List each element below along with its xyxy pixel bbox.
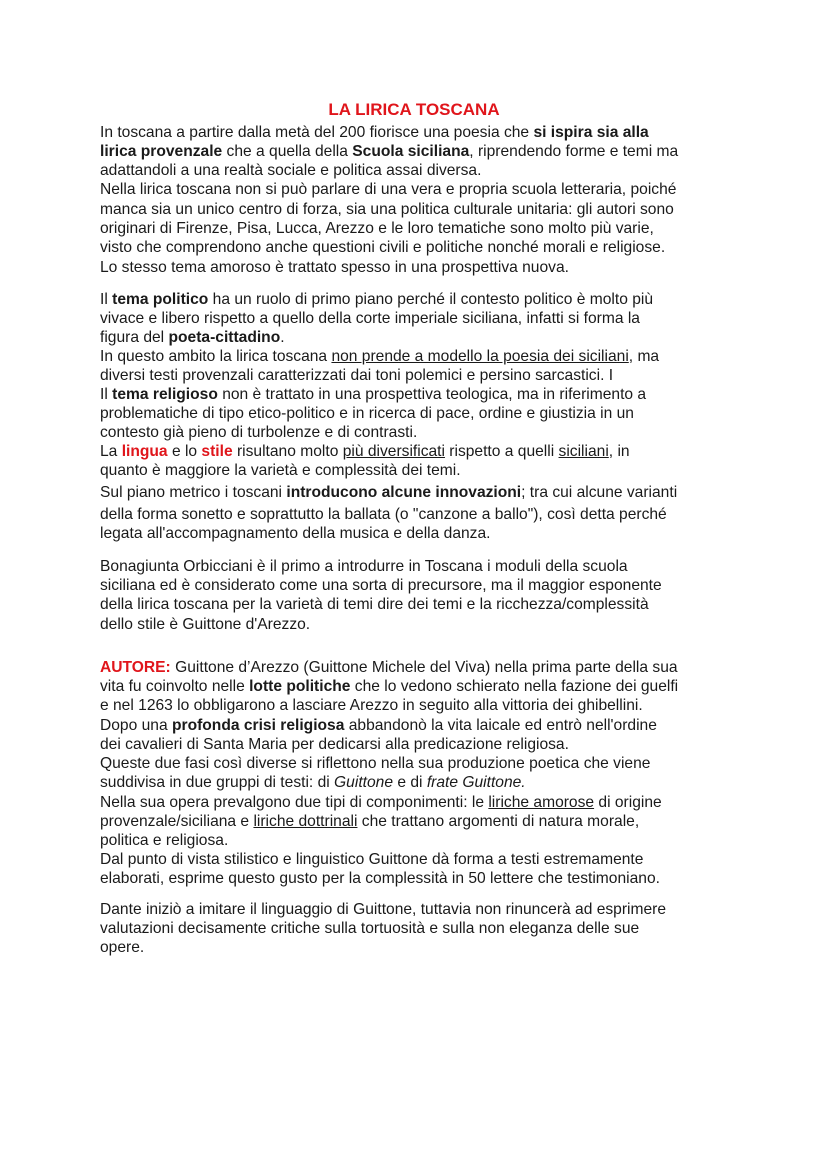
text-line xyxy=(100,716,657,736)
text-segment: che trattano argomenti di natura morale, xyxy=(357,813,640,830)
text-line xyxy=(100,328,285,348)
text-line xyxy=(100,869,660,889)
text-segment: della forma sonetto e soprattutto la ballata (o "canzone a ballo"), così detta perché xyxy=(100,506,667,523)
text-line xyxy=(100,658,678,678)
text-line xyxy=(100,576,662,596)
text-segment: . xyxy=(280,329,285,346)
text-segment: che lo vedono schierato nella fazione dei guelfi xyxy=(350,678,679,695)
text-line xyxy=(100,831,228,851)
text-line xyxy=(100,161,481,181)
text-segment: figura del xyxy=(100,329,169,346)
text-line xyxy=(100,258,569,278)
text-segment: rispetto a quelli xyxy=(444,443,559,460)
text-segment: di origine xyxy=(594,794,662,811)
text-line xyxy=(100,900,666,920)
bold-text: tema religioso xyxy=(112,386,218,403)
text-line xyxy=(100,219,654,239)
text-segment: originari di Firenze, Pisa, Lucca, Arezzo e le loro tematiche sono molto più varie, xyxy=(100,220,654,237)
bold-text: introducono alcune innovazioni xyxy=(286,484,522,501)
text-segment: siciliana ed è considerato come una sorta di precursore, ma il maggior esponente xyxy=(100,577,662,594)
italic-text: Guittone xyxy=(334,774,393,791)
text-segment: dei cavalieri di Santa Maria per dedicarsi alla predicazione religiosa. xyxy=(100,736,569,753)
text-segment: opere. xyxy=(100,939,145,956)
text-line xyxy=(100,366,613,386)
text-segment: non è trattato in una prospettiva teologica, ma in riferimento a xyxy=(217,386,647,403)
text-segment: dello stile è Guittone d'Arezzo. xyxy=(100,616,311,633)
text-segment: manca sia un unico centro di forza, sia una politica culturale unitaria: gli autori sono xyxy=(100,201,674,218)
underlined-text: più diversificati xyxy=(342,443,445,460)
text-segment: e nel 1263 lo obbligarono a lasciare Arezzo in seguito alla vittoria dei ghibellini. xyxy=(100,697,643,714)
text-line xyxy=(100,938,144,958)
underlined-text: non prende a modello la poesia dei siciliani xyxy=(331,348,629,365)
highlighted-red-text: AUTORE: xyxy=(100,659,171,676)
text-line xyxy=(100,919,639,939)
text-segment: Queste due fasi così diverse si riflettono nella sua produzione poetica che viene xyxy=(100,755,651,772)
text-segment: legata all'accompagnamento della musica e della danza. xyxy=(100,525,491,542)
text-line xyxy=(100,347,659,367)
bold-text: lirica provenzale xyxy=(100,143,223,160)
text-segment: Lo stesso tema amoroso è trattato spesso in una prospettiva nuova. xyxy=(100,259,569,276)
text-line xyxy=(100,180,676,200)
text-segment: Dopo una xyxy=(100,717,172,734)
text-line xyxy=(100,123,649,143)
text-line xyxy=(100,142,678,162)
page-title: LA LIRICA TOSCANA xyxy=(328,100,500,119)
text-segment: risultano molto xyxy=(232,443,343,460)
text-line xyxy=(100,696,643,716)
text-segment: elaborati, esprime questo gusto per la complessità in 50 lettere che testimoniano. xyxy=(100,870,660,887)
bold-text: si ispira sia alla xyxy=(533,124,649,141)
text-segment: Bonagiunta Orbicciani è il primo a introdurre in Toscana i moduli della scuola xyxy=(100,558,628,575)
text-segment: adattandoli a una realtà sociale e politica assai diversa. xyxy=(100,162,482,179)
highlighted-red-text: stile xyxy=(201,443,233,460)
text-segment: , ma xyxy=(628,348,660,365)
text-segment: Il xyxy=(100,386,113,403)
text-segment: ; tra cui alcune varianti xyxy=(521,484,678,501)
text-segment: diversi testi provenzali caratterizzati dai toni polemici e persino sarcastici. I xyxy=(100,367,614,384)
text-segment: suddivisa in due gruppi di testi: di xyxy=(100,774,335,791)
text-line xyxy=(100,677,678,697)
highlighted-red-text: lingua xyxy=(121,443,168,460)
text-line xyxy=(100,557,628,577)
text-line xyxy=(100,505,667,525)
text-segment: Dal punto di vista stilistico e linguistico Guittone dà forma a testi estremamente xyxy=(100,851,644,868)
text-segment: Sul piano metrico i toscani xyxy=(100,484,287,501)
bold-text: lotte politiche xyxy=(249,678,351,695)
text-segment: abbandonò la vita laicale ed entrò nell'ordine xyxy=(344,717,657,734)
text-segment: vita fu coinvolto nelle xyxy=(100,678,250,695)
text-line xyxy=(100,615,310,635)
text-segment: In questo ambito la lirica toscana xyxy=(100,348,332,365)
text-line xyxy=(100,200,674,220)
text-segment: , in xyxy=(608,443,630,460)
text-segment: , riprendendo forme e temi ma xyxy=(469,143,679,160)
text-line xyxy=(100,812,639,832)
text-line xyxy=(100,404,634,424)
text-segment: Nella sua opera prevalgono due tipi di componimenti: le xyxy=(100,794,489,811)
underlined-text: siciliani xyxy=(558,443,609,460)
text-segment: provenzale/siciliana e xyxy=(100,813,254,830)
text-segment: della lirica toscana per la varietà di temi dire dei temi e la ricchezza/complessità xyxy=(100,596,649,613)
text-segment: valutazioni decisamente critiche sulla tortuosità e sulla non eleganza delle sue xyxy=(100,920,640,937)
text-segment: contesto già pieno di turbolenze e di contrasti. xyxy=(100,424,418,441)
text-line xyxy=(100,483,677,503)
text-segment: che a quella della xyxy=(222,143,353,160)
text-segment: In toscana a partire dalla metà del 200 fiorisce una poesia che xyxy=(100,124,534,141)
text-line xyxy=(100,238,665,258)
bold-text: Scuola siciliana xyxy=(352,143,470,160)
text-line xyxy=(100,595,649,615)
bold-text: poeta-cittadino xyxy=(168,329,281,346)
text-segment: vivace e libero rispetto a quello della corte imperiale siciliana, infatti si forma la xyxy=(100,310,640,327)
text-segment: politica e religiosa. xyxy=(100,832,229,849)
text-segment: problematiche di tipo etico-politico e in ricerca di pace, ordine e giustizia in un xyxy=(100,405,634,422)
bold-text: tema politico xyxy=(112,291,209,308)
italic-text: frate Guittone. xyxy=(426,774,526,791)
text-line xyxy=(100,461,461,481)
text-segment: visto che comprendono anche questioni civili e politiche nonché morali e religiose. xyxy=(100,239,666,256)
text-segment: La xyxy=(100,443,122,460)
text-segment: e lo xyxy=(167,443,202,460)
text-segment: e di xyxy=(393,774,427,791)
text-line xyxy=(100,524,490,544)
text-segment: Il xyxy=(100,291,113,308)
text-line xyxy=(100,385,646,405)
underlined-text: liriche amorose xyxy=(488,794,595,811)
text-segment: Nella lirica toscana non si può parlare di una vera e propria scuola letteraria, poiché xyxy=(100,181,677,198)
bold-text: profonda crisi religiosa xyxy=(171,717,345,734)
text-line xyxy=(100,850,643,870)
text-line xyxy=(100,793,662,813)
text-segment: ha un ruolo di primo piano perché il contesto politico è molto più xyxy=(208,291,654,308)
underlined-text: liriche dottrinali xyxy=(253,813,358,830)
text-line xyxy=(100,442,630,462)
text-line xyxy=(100,773,526,793)
text-segment: quanto è maggiore la varietà e complessità dei temi. xyxy=(100,462,461,479)
text-line xyxy=(100,423,417,443)
text-line xyxy=(100,735,569,755)
text-line xyxy=(100,309,640,329)
text-segment: Dante iniziò a imitare il linguaggio di Guittone, tuttavia non rinuncerà ad esprimere xyxy=(100,901,667,918)
text-line xyxy=(100,754,650,774)
text-line xyxy=(100,290,653,310)
text-segment: Guittone d’Arezzo (Guittone Michele del Viva) nella prima parte della sua xyxy=(170,659,678,676)
